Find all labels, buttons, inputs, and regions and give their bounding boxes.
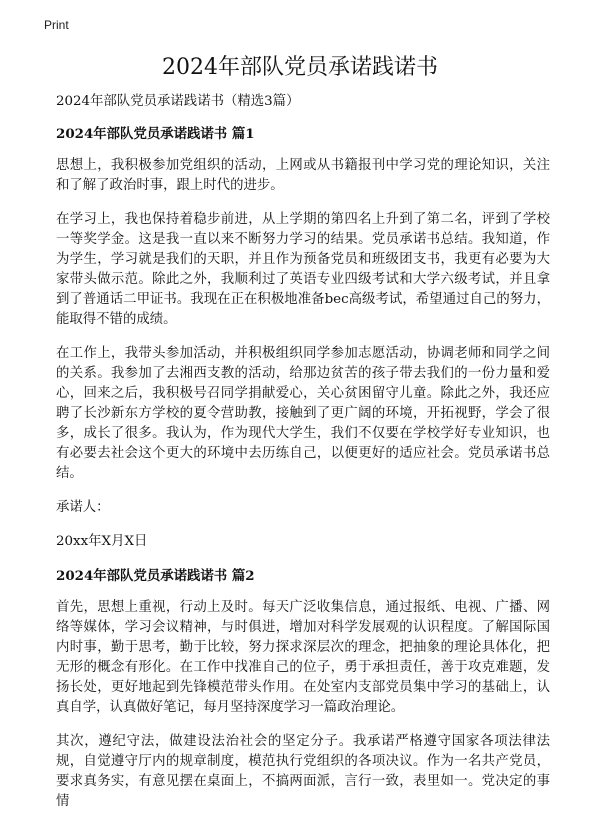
document-title: 2024年部队党员承诺践诺书	[162, 55, 438, 80]
section-1	[56, 124, 550, 552]
section-heading: 2024年部队党员承诺践诺书 篇1	[56, 126, 255, 142]
paragraph: 在工作上，我带头参加活动，并积极组织同学参加志愿活动，协调老师和同学之间的关系。我参加了去湘西支教的活动，给那边贫苦的孩子带去我们的一份力量和爱心，回来之后，我积极号召同学捐献爱心，关心贫困留守儿童。除此之外，我还应聘了长沙新东方学校的夏令营助教，接触到了更广阔的环境，开拓视野，学会了很多，成长了很多。我认为，作为现代大学生，我们不仅要在学校学好专业知识，也有必要去社会这个更大的环境中去历练自己，以便更好的适应社会。党员承诺书总结。	[56, 346, 550, 481]
document-subtitle: 2024年部队党员承诺践诺书（精选3篇）	[56, 94, 300, 109]
signature-date: 20xx年X月X日	[56, 534, 148, 549]
section-heading: 2024年部队党员承诺践诺书 篇2	[56, 568, 255, 584]
paragraph: 首先，思想上重视，行动上及时。每天广泛收集信息，通过报纸、电视、广播、网络等媒体，学习会议精神，与时俱进，增加对科学发展观的认识程度。了解国际国内时事，勤于思考，勤于比较，努力探求深层次的理念，把抽象的理论具体化，把无形的概念有形化。在工作中找准自己的位子，勇于承担责任，善于攻克难题，发扬长处，更好地起到先锋模范带头作用。在处室内支部党员集中学习的基础上，认真自学，认真做好笔记，每月坚持深度学习一篇政治理论。	[56, 600, 550, 715]
print-link[interactable]: Print	[44, 18, 69, 32]
signer-label: 承诺人：	[56, 500, 110, 515]
paragraph: 在学习上，我也保持着稳步前进，从上学期的第四名上升到了第二名，评到了学校一等奖学金。这是我一直以来不断努力学习的结果。党员承诺书总结。我知道，作为学生，学习就是我们的天职，并且作为预备党员和班级团支书，我更有必要为大家带头做示范。除此之外，我顺利过了英语专业四级考试和大学六级考试，并且拿到了普通话二甲证书。我现在正在积极地准备bec高级考试，希望通过自己的努力，能取得不错的成绩。	[56, 212, 550, 327]
document-body	[56, 92, 550, 826]
paragraph: 其次，遵纪守法，做建设法治社会的坚定分子。我承诺严格遵守国家各项法律法规，自觉遵守厅内的规章制度，模范执行党组织的各项决议。作为一名共产党员，要求真务实，有意见摆在桌面上，不搞两面派，言行一致，表里如一。党决定的事情	[56, 734, 550, 809]
section-2	[56, 566, 550, 812]
paragraph: 思想上，我积极参加党组织的活动，上网或从书籍报刊中学习党的理论知识，关注和了解了政治时事，跟上时代的进步。	[56, 158, 550, 193]
